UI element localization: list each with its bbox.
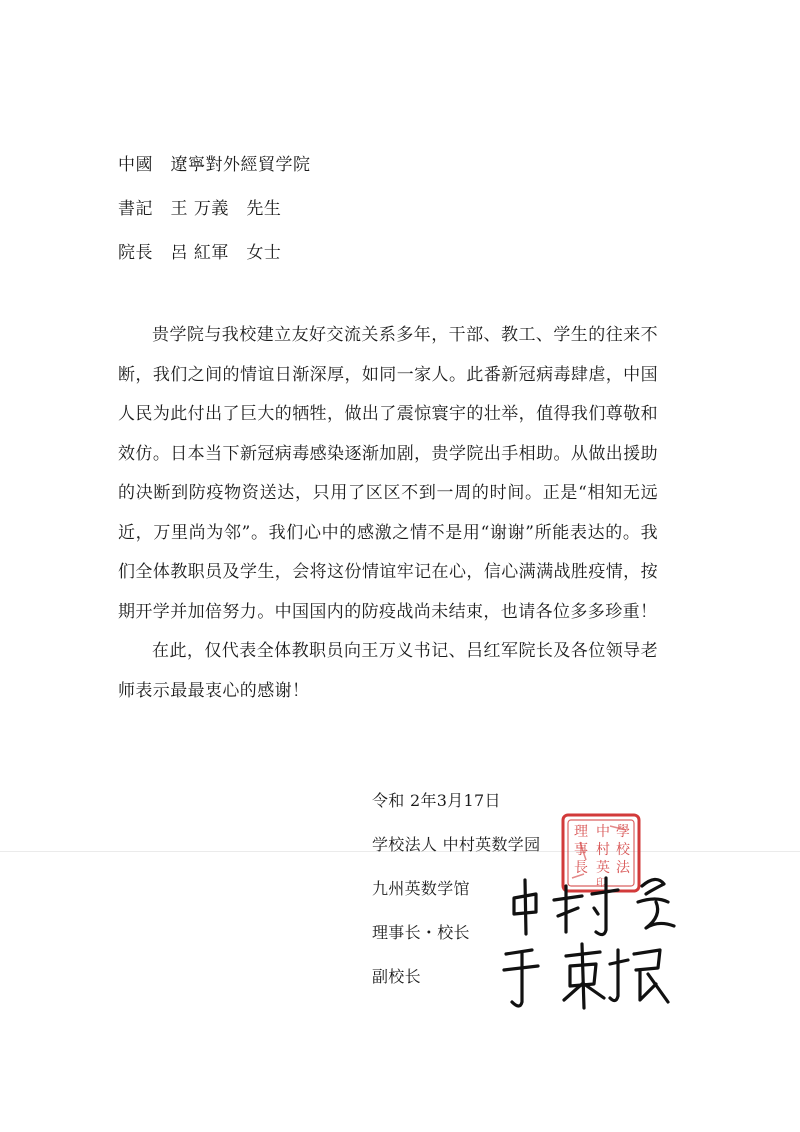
body-paragraph-2: 在此，仅代表全体教职员向王万义书记、吕红军院长及各位领导老师表示最最衷心的感谢！ [118, 641, 658, 701]
svg-text:理: 理 [574, 824, 588, 840]
svg-text:校: 校 [616, 842, 630, 858]
school-corporation: 学校法人 中村英数学园 [372, 835, 541, 854]
svg-text:法: 法 [616, 860, 630, 876]
handwritten-signature-vice-principal [500, 940, 680, 1012]
letter-date: 令和 2年3月17日 [372, 791, 501, 810]
svg-text:長: 長 [574, 860, 588, 876]
title-chairman-principal: 理事长・校长 [372, 923, 470, 942]
svg-text:村: 村 [596, 842, 610, 858]
addressee-institution: 中國 遼寧對外經貿学院 [118, 155, 311, 175]
svg-text:英: 英 [596, 860, 610, 876]
svg-text:事: 事 [574, 842, 588, 858]
letter-body [118, 316, 658, 711]
addressee-secretary: 書記 王 万義 先生 [118, 199, 282, 219]
school-name: 九州英数学馆 [372, 879, 470, 898]
addressee-block [118, 150, 311, 282]
svg-text:印: 印 [596, 878, 606, 889]
handwritten-signature-chairman [506, 872, 686, 944]
addressee-president: 院長 呂 紅軍 女士 [118, 243, 282, 263]
body-paragraph-1: 贵学院与我校建立友好交流关系多年，干部、教工、学生的往来不断，我们之间的情谊日渐深厚，如同一家人。此番新冠病毒肆虐，中国人民为此付出了巨大的牺牲，做出了震惊寰宇的壮举，值得我们尊敬和效仿。日本当下新冠病毒感染逐渐加剧，贵学院出手相助。从做出援助的决断到防疫物资送达，只用了区区不到一周的时间。正是“相知无远近，万里尚为邻”。我们心中的感激之情不是用“谢谢”所能表达的。我们全体教职员及学生，会将这份情谊牢记在心，信心满满战胜疫情，按期开学并加倍努力。中国国内的防疫战尚未结束，也请各位多多珍重！ [118, 325, 658, 622]
svg-text:中: 中 [596, 824, 610, 840]
svg-text:學: 學 [616, 824, 630, 840]
title-vice-principal: 副校长 [372, 967, 421, 986]
